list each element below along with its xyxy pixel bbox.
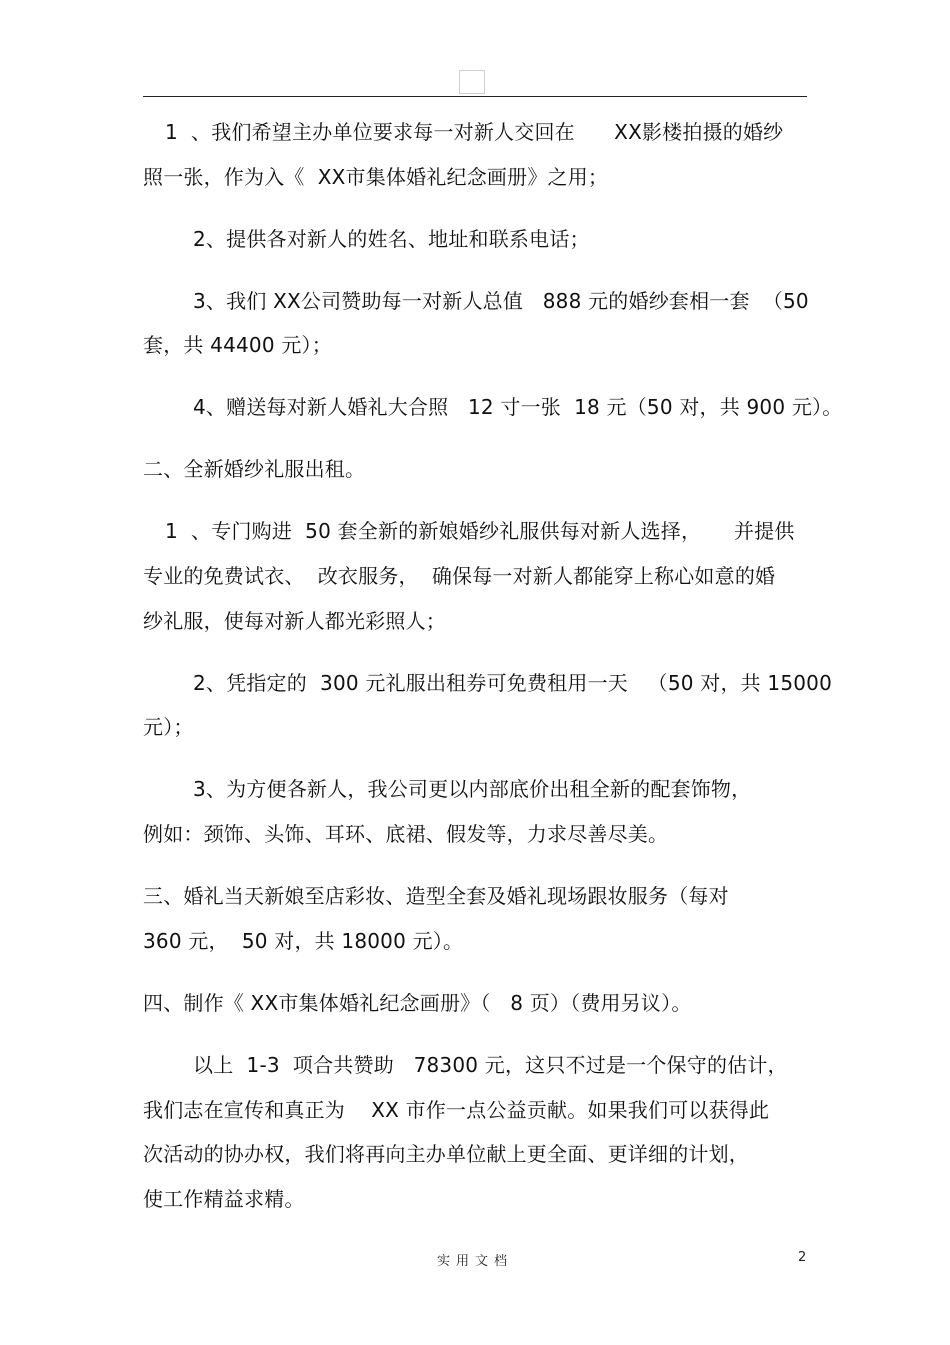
- text-line: 1 、我们希望主办单位要求每一对新人交回在 XX影楼拍摄的婚纱: [165, 120, 784, 144]
- text-line: 专业的免费试衣、 改衣服务， 确保每一对新人都能穿上称心如意的婚: [143, 564, 776, 588]
- page-number: 2: [798, 1250, 807, 1265]
- text-line: 360 元， 50 对，共 18000 元）。: [143, 929, 464, 953]
- text-line: 例如：颈饰、头饰、耳环、底裙、假发等，力求尽善尽美。: [143, 822, 669, 846]
- text-line: 照一张，作为入《 XX市集体婚礼纪念画册》之用；: [143, 165, 609, 189]
- text-line: 1 、专门购进 50 套全新的新娘婚纱礼服供每对新人选择， 并提供: [165, 519, 795, 543]
- header-box: [459, 70, 485, 94]
- text-line: 3、我们 XX公司赞助每一对新人总值 888 元的婚纱套相一套 （50: [193, 289, 809, 313]
- text-line: 使工作精益求精。: [143, 1187, 305, 1211]
- text-line: 3、为方便各新人，我公司更以内部底价出租全新的配套饰物，: [193, 777, 752, 801]
- section-heading: 二、全新婚纱礼服出租。: [143, 457, 366, 481]
- footer-label: 实用文档: [436, 1254, 513, 1269]
- text-line: 2、提供各对新人的姓名、地址和联系电话；: [193, 227, 590, 251]
- section-heading: 四、制作《 XX市集体婚礼纪念画册》（ 8 页）（费用另议）。: [143, 991, 692, 1015]
- text-line: 纱礼服，使每对新人都光彩照人；: [143, 609, 446, 633]
- text-line: 以上 1-3 项合共赞助 78300 元，这只不过是一个保守的估计，: [193, 1053, 788, 1077]
- text-line: 元）；: [143, 715, 194, 739]
- text-line: 套，共 44400 元）；: [143, 333, 332, 357]
- text-line: 次活动的协办权，我们将再向主办单位献上更全面、更详细的计划，: [143, 1142, 749, 1166]
- text-line: 4、赠送每对新人婚礼大合照 12 寸一张 18 元（50 对，共 900 元）。: [193, 395, 843, 419]
- text-line: 我们志在宣传和真正为 XX 市作一点公益贡献。如果我们可以获得此: [143, 1098, 770, 1122]
- text-line: 2、凭指定的 300 元礼服出租券可免费租用一天 （50 对，共 15000: [193, 671, 833, 695]
- header-rule: [143, 96, 807, 97]
- section-heading: 三、婚礼当天新娘至店彩妆、造型全套及婚礼现场跟妆服务（每对: [143, 884, 729, 908]
